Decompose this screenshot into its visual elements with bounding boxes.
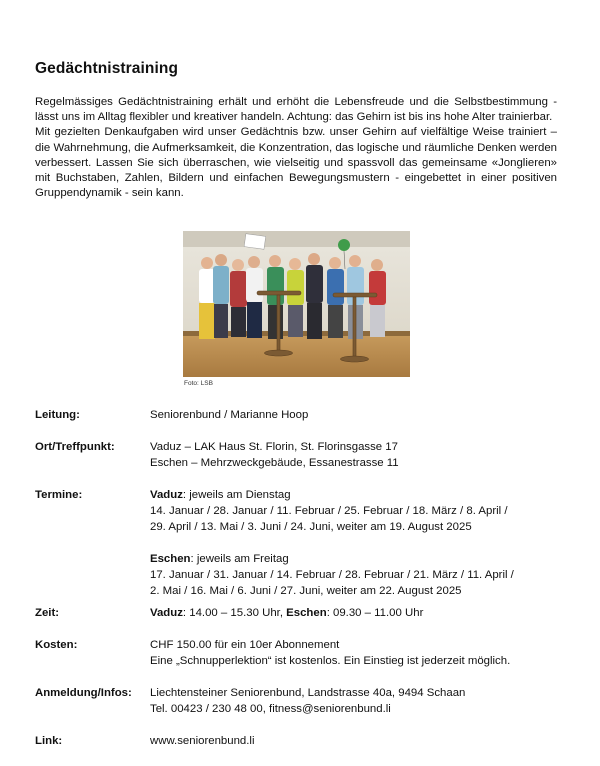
termine-vaduz-day: : jeweils am Dienstag bbox=[182, 489, 291, 501]
kosten-line-1: CHF 150.00 für ein 10er Abonnement bbox=[150, 639, 340, 651]
termine-eschen-heading bbox=[150, 551, 565, 567]
leitung-text: Seniorenbund / Marianne Hoop bbox=[150, 409, 309, 421]
termine-eschen-dates-1: 17. Januar / 31. Januar / 14. Februar / 28. Februar / 21. März / 11. April / bbox=[150, 569, 514, 581]
termine-vaduz-dates-1: 14. Januar / 28. Januar / 11. Februar / 25. Februar / 18. März / 8. April / bbox=[150, 505, 508, 517]
intro-paragraph-2: Mit gezielten Denkaufgaben wird unser Gedächtnis bzw. unser Gehirn auf vielfältige Weise trainiert – die Wahrnehmung, die Aufmerksamkeit, die Konzentration, das logische und räumliche Denken werden verbessert. Lassen Sie sich überraschen, wie vielseitig und spassvoll das gemeinsame «Jonglieren» mit Buchstaben, Zahlen, Bildern und einfachen Bewegungsmustern - eingebettet in einer positiven Gruppendynamik - sein kann. bbox=[35, 126, 557, 200]
leitung-value bbox=[150, 407, 565, 423]
group-photo bbox=[183, 231, 410, 377]
kosten-label: Kosten: bbox=[35, 639, 78, 651]
anmeldung-contact[interactable]: Tel. 00423 / 230 48 00, fitness@seniorenbund.li bbox=[150, 703, 391, 715]
photo-caption: Foto: LSB bbox=[184, 380, 213, 387]
termine-vaduz-place: Vaduz bbox=[150, 489, 183, 501]
link-label: Link: bbox=[35, 735, 63, 747]
ort-line-vaduz: Vaduz – LAK Haus St. Florin, St. Florinsgasse 17 bbox=[150, 441, 398, 453]
zeit-eschen-place: Eschen bbox=[286, 607, 327, 619]
leitung-label: Leitung: bbox=[35, 409, 80, 421]
ort-label: Ort/Treffpunkt: bbox=[35, 441, 115, 453]
group-photo-illustration bbox=[183, 231, 410, 377]
link-value bbox=[150, 733, 565, 749]
kosten-value bbox=[150, 637, 565, 669]
intro-paragraph-1: Regelmässiges Gedächtnistraining erhält und erhöht die Lebensfreude und die Selbstbestimmung - lässt uns im Alltag flexibler und kreativer handeln. Achtung: das Gehirn ist bis ins hohe Alter trainierbar. bbox=[35, 96, 557, 124]
termine-eschen-dates-2: 2. Mai / 16. Mai / 6. Juni / 27. Juni, weiter am 22. August 2025 bbox=[150, 585, 462, 597]
ort-value bbox=[150, 439, 565, 471]
zeit-eschen-time: : 09.30 – 11.00 Uhr bbox=[326, 607, 424, 619]
zeit-value bbox=[150, 605, 565, 621]
zeit-label: Zeit: bbox=[35, 607, 60, 619]
termine-eschen-day: : jeweils am Freitag bbox=[190, 553, 289, 565]
anmeldung-value bbox=[150, 685, 565, 717]
zeit-vaduz-time: : 14.00 – 15.30 Uhr, bbox=[182, 607, 287, 619]
website-link[interactable]: www.seniorenbund.li bbox=[150, 735, 255, 747]
zeit-vaduz-place: Vaduz bbox=[150, 607, 183, 619]
ort-line-eschen: Eschen – Mehrzweckgebäude, Essanestrasse 11 bbox=[150, 457, 399, 469]
termine-vaduz-heading bbox=[150, 487, 565, 503]
page-title: Gedächtnistraining bbox=[35, 60, 179, 77]
termine-label: Termine: bbox=[35, 489, 83, 501]
termine-vaduz-dates-2: 29. April / 13. Mai / 3. Juni / 24. Juni, weiter am 19. August 2025 bbox=[150, 521, 472, 533]
anmeldung-address: Liechtensteiner Seniorenbund, Landstrasse 40a, 9494 Schaan bbox=[150, 687, 466, 699]
anmeldung-label: Anmeldung/Infos: bbox=[35, 687, 132, 699]
termine-value bbox=[150, 487, 565, 599]
termine-eschen-place: Eschen bbox=[150, 553, 191, 565]
kosten-line-2: Eine „Schnupperlektion“ ist kostenlos. Ein Einstieg ist jederzeit möglich. bbox=[150, 655, 511, 667]
intro-text bbox=[35, 95, 557, 201]
